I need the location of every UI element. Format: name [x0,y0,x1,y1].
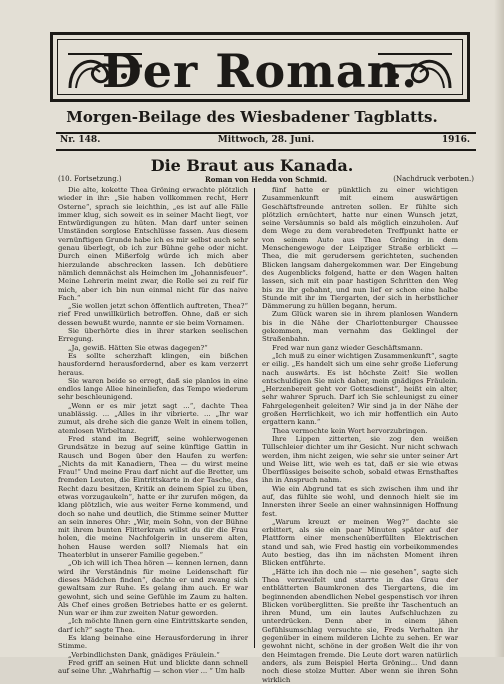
paragraph: „Verbindlichsten Dank, gnädiges Fräulein.“ [68,650,220,659]
masthead [50,32,470,102]
story-byline: Roman von Hedda von Schmid. [204,175,328,184]
masthead-frame [57,39,463,98]
reprint-notice: (Nachdruck verboten.) [393,175,474,183]
paragraph: Thea vermochte kein Wort hervorzubringen. [272,426,428,435]
paragraph: Die alte, kokette Thea Gröning erwachte plötzlich wieder in ihr: „Sie haben vollkommen recht, Herr Osterne“, sprach sie leichthin, „es ist auf alle Fälle immer klug, sich soweit es in seiner Macht liegt, vor Entwürdigungen zu hüten. Man darf unter seinen Umständen sorglose Entschlüsse fassen. Aus diesem vernünftigen Grunde habe ich es mir selbst auch sehr genau überlegt, ob ich zur Bühne gehe oder nicht. Durch einen Mißerfolg würde ich mich aber hierzulande abschrecken lassen. Ich debütiere nämlich demnächst als Heimchen im „Johannisfeuer“. Meine Lehrerin meint zwar, die Rolle sei zu reif für mich, aber ich bin nun einmal nicht für das naive Fach.“ [58,186,248,302]
story-title: Die Braut aus Kanada. [150,156,354,175]
paragraph: „Wenn er es mir jetzt sagt ...“, dachte Thea unablässig. ... „Alles in ihr vibrierte. ... „Ihr war zumut, als drehe sich die ganze Welt in einem tollen, atemlosen Wirbeltanz. [58,401,248,435]
issue-year: 1916. [441,135,470,145]
paragraph: Es klang beinahe eine Herausforderung in ihrer Stimme. [58,634,248,651]
issue-number: Nr. 148. [60,135,101,145]
paragraph: Sie waren beide so erregt, daß sie planlos in eine endlos lange Allee hineinliefen, das Tempo wiederum sehr beschleunigend. [58,376,248,402]
paragraph: Fred war nun ganz wieder Geschäftsmann. [272,343,423,352]
text-column-right [262,186,458,684]
continuation-note: (10. Fortsetzung.) [58,175,122,183]
paragraph: „Ob ich will ich Thea hören — kennen lernen, dann wird ihr Verständnis für meine Leidenschaft für dieses Mädchen finden“, dachte er und zwang sich gewaltsam zur Ruhe. Es gelang ihm auch. Er war gewohnt, sich und seine Gefühle im Zaum zu halten. Als Chef eines großen Betriebes hatte er es gelernt. Nun war er ihm zur zweiten Natur geworden. [58,559,248,618]
text-column-left [58,186,248,676]
page-edge [494,0,504,657]
paragraph: „Hätte ich ihn doch nie — nie gesehen“, sagte sich Thea verzweifelt und starrte in das Grau der entblätterten Baumkronen des Tiergartens, die im beginnenden abendlichen Nebel gespenstisch vor ihren Blicken vorüberglitten. Sie preßte ihr Taschentuch an ihren Mund, um ein lautes Aufschluchzen zu unterdrücken. Denn aber in einem jähen Gefühlsumschlag versuchte sie, Freds Verhalten ihr gegenüber in einem milderen Lichte zu sehen. Er war gewohnt nicht, schöne in der großen Welt die ihr von den Heimtagen fremde. Die Leute dort waren natürlich anders, als zum Beispiel Herta Gröning... Und dann noch diese stolze Mutter. Aber wenn sie ihren Sohn wirklich [262,567,458,684]
paragraph: Fred griff an seinen Hut und blickte dann schnell auf seine Uhr. „Wahrhaftig — schon vier ... “ Um halb [58,658,248,676]
paragraph: „Ja, gewiß. Hätten Sie etwas dagegen?“ [68,343,208,352]
issue-date: Mittwoch, 28. Juni. [217,135,315,145]
paragraph: „Ich muß zu einer wichtigen Zusammenkunft“, sagte er eilig. „Es handelt sich um eine sehr große Lieferung nach auswärts. Es ist höchste Zeit! Sie wollen entschuldigen Sie mich daher, mein gnädiges Fräulein. „Herzenbereit geht vor Gottesdienst“, heißt ein alter, sehr wahrer Spruch. Darf ich Sie schleunigst zu einer Fahrgelegenheit geleiten? Wir sind ja in der Nähe der großen Herrlichkeit, wo ich mir hoffentlich ein Auto ergattern kann.“ [262,351,458,427]
masthead-subtitle: Morgen-Beilage des Wiesbadener Tagblatts. [66,108,438,126]
masthead-title: Der Roman. [101,44,419,98]
paragraph: „Sie wollen jetzt schon öffentlich auftreten, Thea?“ rief Fred unwillkürlich betroffen. Ohne, daß er sich dessen bewußt wurde, nannte er sie beim Vornamen. [58,302,248,327]
paragraph: „Ich möchte Ihnen gern eine Eintrittskarte senden, darf ich?“ sagte Thea. [58,617,248,634]
issue-info-bar [56,132,476,151]
paragraph: fünf hatte er pünktlich zu einer wichtigen Zusammenkunft mit einem auswärtigen Geschäftsfreunde antreten sollen. Er fühlte sich plötzlich ernüchtert, hatte nur einen Wunsch jetzt, seine Versäumnis so bald als möglich einzuholen. Auf dem Wege zu dem verabredeten Treffpunkt hatte er von seinem Auto aus Thea Gröning in dem Menschengewoge der Leipziger Straße erblickt — Thea, die mit gerudersem gerichteten, suchenden Blicken langsam dahergekommen war. Der Eingebung des Augenblicks folgend, hatte er den Wagen halten lassen, sich mit ein paar hastigen Schritten den Weg bis zu ihr gebahnt, und nun lief er schon eine halbe Stunde mit ihr im Tiergarten, der sich in herbstlicher Dämmerung zu hüllen begann, herum. [262,186,458,311]
paragraph: Ihre Lippen zitterten, sie zog den weißen Tüllschleier dichter um ihr Gesicht. Nur nicht schwach werden, ihm nicht zeigen, wie sehr sie unter seiner Art und Weise litt, wie weh es tat, daß er sie wie etwas Überflüssiges beiseite schob, sobald etwas Ernsthaftes ihn in Anspruch nahm. [262,434,458,485]
paragraph: „Warum kreuzt er meinen Weg?“ dachte sie erbittert, als sie ein paar Minuten später auf der Plattform einer menschenüberfüllten Elektrischen stand und sah, wie Fred hastig ein vorbeikommendes Auto bestieg, das ihn im nächsten Moment ihren Blicken entführte. [262,517,458,568]
paragraph: Wie ein Abgrund tat es sich zwischen ihm und ihr auf, das fühlte sie wohl, und dennoch hielt sie im Innersten ihrer Seele an einer wahnsinnigen Hoffnung fest. [262,484,458,518]
paragraph: Sie überhörte dies in ihrer starken seelischen Erregung. [58,327,248,344]
paragraph: Fred stand im Begriff, seine wohlerwogenen Grundsätze in bezug auf seine künftige Gattin in Rausch und Bogen über den Haufen zu werfen: „Nichts da mit Kanadiern, Thea — du wirst meine Frau!“ Und meine Frau darf nicht auf die Bretter, um fremden Leuten, die Eintrittskarte in der Tasche, das Recht dazu besitzen, Kritik an deinem Spiel zu üben, etwas vorzugaukeln“, hatte er ihr zurufen mögen, da klang plötzlich, wie aus weiter Ferne kommend, und doch so nahe und deutlich, die Stimme seiner Mutter an sein inneres Ohr: „Wir, mein Sohn, von der Bühne mit ihrem bunten Flitterkram willst du dir die Frau holen, die meine Nachfolgerin in unserem alten, hohen Hause werden soll? Niemals hat ein Theaterblut in unserer Familie gegeben.“ [58,434,248,560]
paragraph: Es sollte scherzhaft klingen, ein bißchen hausfordernd herausfordernd, aber es kam verzerrt heraus. [58,351,248,377]
column-divider [254,188,255,648]
paragraph: Zum Glück waren sie in ihrem planlosen Wandern bis in die Nähe der Charlottenburger Chaussee gekommen, man vernahm das Geklingel der Straßenbahn. [262,310,458,344]
